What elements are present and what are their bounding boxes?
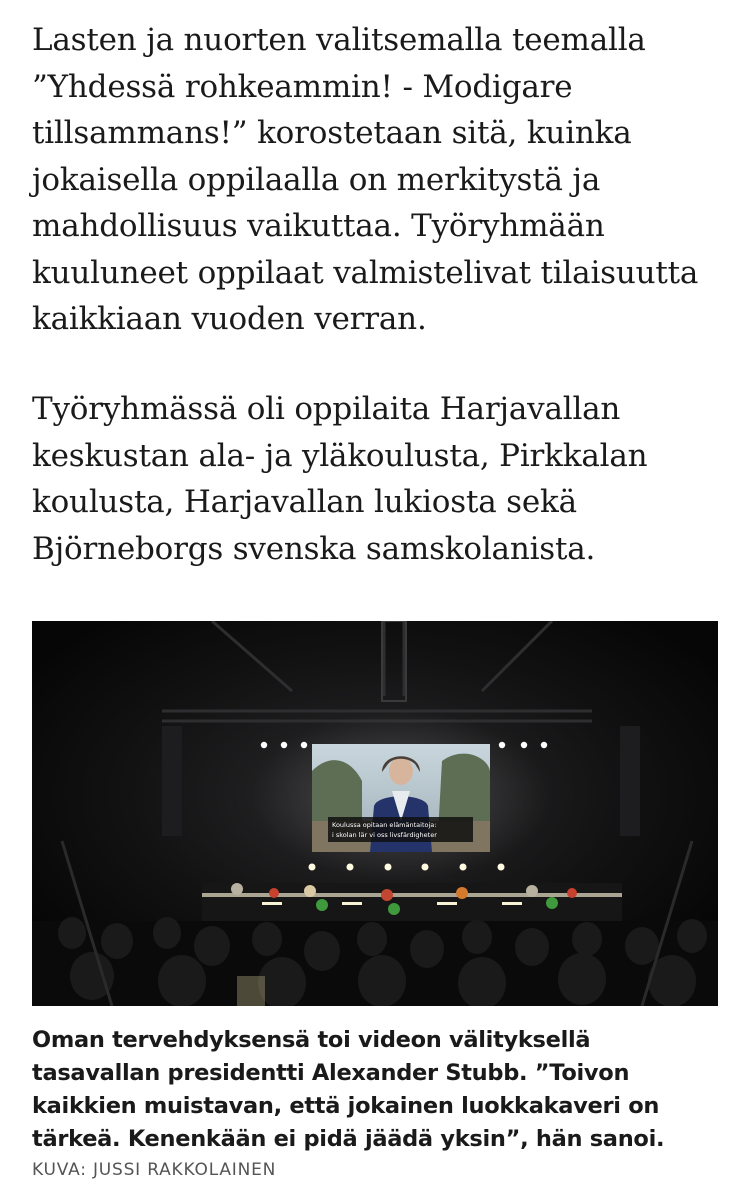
photo-caption: Oman tervehdyksensä toi videon välityksellä tasavallan presidentti Alexander Stubb. ”Toivon kaikkien muistavan, että jokainen luokkakaveri on tärkeä. Kenenkään ei pidä jäädä yksin”, hän sanoi. — [32, 1027, 665, 1152]
screen-subtitle: Koulussa opitaan elämäntaitoja: — [332, 821, 437, 829]
article-photo[interactable] — [32, 621, 718, 1006]
screen-subtitle: i skolan lär vi oss livsfärdigheter — [332, 831, 437, 839]
article-paragraph: Työryhmässä oli oppilaita Harjavallan keskustan ala- ja yläkoulusta, Pirkkalan koulusta, Harjavallan lukiosta sekä Björneborgs svenska samskolanista. — [32, 391, 648, 567]
article-paragraph: Lasten ja nuorten valitsemalla teemalla ”Yhdessä rohkeammin! - Modigare tillsammans!” korostetaan sitä, kuinka jokaisella oppilaalla on merkitystä ja mahdollisuus vaikuttaa. Työryhmään kuuluneet oppilaat valmistelivat tilaisuutta kaikkiaan vuoden verran. — [32, 22, 699, 337]
event-hall-photo — [32, 621, 718, 1006]
photo-credit: KUVA: JUSSI RAKKOLAINEN — [32, 1160, 277, 1180]
